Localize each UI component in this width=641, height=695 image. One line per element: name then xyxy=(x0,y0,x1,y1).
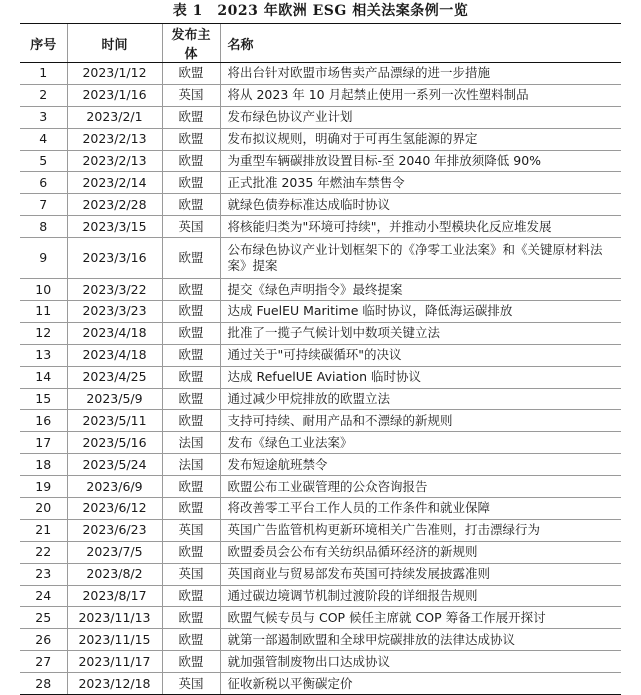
row-name: 提交《绿色声明指令》最终提案 xyxy=(220,279,621,301)
row-date: 2023/4/25 xyxy=(67,366,162,388)
row-name: 就加强管制废物出口达成协议 xyxy=(220,651,621,673)
row-seq: 3 xyxy=(20,106,67,128)
row-date: 2023/2/13 xyxy=(67,150,162,172)
table-row xyxy=(20,279,621,301)
table-row xyxy=(20,344,621,366)
row-seq: 14 xyxy=(20,366,67,388)
table-row xyxy=(20,84,621,106)
row-seq: 17 xyxy=(20,432,67,454)
row-issuer: 欧盟 xyxy=(162,410,220,432)
row-seq: 28 xyxy=(20,673,67,695)
row-issuer: 欧盟 xyxy=(162,388,220,410)
row-seq: 4 xyxy=(20,128,67,150)
table-row xyxy=(20,432,621,454)
row-name: 通过碳边境调节机制过渡阶段的详细报告规则 xyxy=(220,585,621,607)
row-name: 就绿色债券标准达成临时协议 xyxy=(220,194,621,216)
row-name: 公布绿色协议产业计划框架下的《净零工业法案》和《关键原材料法案》提案 xyxy=(220,238,621,279)
row-issuer: 欧盟 xyxy=(162,322,220,344)
table-row xyxy=(20,216,621,238)
row-date: 2023/1/16 xyxy=(67,84,162,106)
row-date: 2023/2/28 xyxy=(67,194,162,216)
row-issuer: 英国 xyxy=(162,673,220,695)
row-date: 2023/11/17 xyxy=(67,651,162,673)
row-issuer: 欧盟 xyxy=(162,476,220,498)
row-date: 2023/12/18 xyxy=(67,673,162,695)
row-date: 2023/3/15 xyxy=(67,216,162,238)
row-issuer: 欧盟 xyxy=(162,194,220,216)
table-row xyxy=(20,541,621,563)
row-seq: 25 xyxy=(20,607,67,629)
table-row xyxy=(20,607,621,629)
table-caption: 表 1 2023 年欧洲 ESG 相关法案条例一览 xyxy=(172,3,469,19)
row-name: 发布短途航班禁令 xyxy=(220,454,621,476)
row-date: 2023/5/24 xyxy=(67,454,162,476)
row-seq: 6 xyxy=(20,172,67,194)
row-date: 2023/4/18 xyxy=(67,344,162,366)
table-row xyxy=(20,150,621,172)
row-date: 2023/2/13 xyxy=(67,128,162,150)
row-seq: 7 xyxy=(20,194,67,216)
row-date: 2023/1/12 xyxy=(67,63,162,85)
row-name: 英国商业与贸易部发布英国可持续发展披露准则 xyxy=(220,563,621,585)
table-row xyxy=(20,366,621,388)
row-date: 2023/6/12 xyxy=(67,498,162,520)
table-row xyxy=(20,410,621,432)
table-row xyxy=(20,194,621,216)
table-row xyxy=(20,476,621,498)
row-seq: 22 xyxy=(20,541,67,563)
row-date: 2023/7/5 xyxy=(67,541,162,563)
row-name: 发布拟议规则，明确对于可再生氢能源的界定 xyxy=(220,128,621,150)
row-issuer: 欧盟 xyxy=(162,238,220,279)
row-seq: 1 xyxy=(20,63,67,85)
table-row xyxy=(20,128,621,150)
row-name: 通过关于"可持续碳循环"的决议 xyxy=(220,344,621,366)
table-row xyxy=(20,454,621,476)
row-seq: 10 xyxy=(20,279,67,301)
row-seq: 13 xyxy=(20,344,67,366)
esg-regulations-table xyxy=(20,23,621,695)
row-name: 将出台针对欧盟市场售卖产品漂绿的进一步措施 xyxy=(220,63,621,85)
row-date: 2023/5/16 xyxy=(67,432,162,454)
row-date: 2023/8/2 xyxy=(67,563,162,585)
row-name: 批准了一揽子气候计划中数项关键立法 xyxy=(220,322,621,344)
row-name: 发布《绿色工业法案》 xyxy=(220,432,621,454)
row-date: 2023/4/18 xyxy=(67,322,162,344)
row-issuer: 欧盟 xyxy=(162,128,220,150)
row-issuer: 欧盟 xyxy=(162,279,220,301)
table-row xyxy=(20,63,621,85)
table-row xyxy=(20,519,621,541)
table-row xyxy=(20,629,621,651)
row-issuer: 欧盟 xyxy=(162,651,220,673)
table-row xyxy=(20,238,621,279)
row-date: 2023/3/22 xyxy=(67,279,162,301)
row-name: 就第一部遏制欧盟和全球甲烷碳排放的法律达成协议 xyxy=(220,629,621,651)
row-seq: 20 xyxy=(20,498,67,520)
row-date: 2023/3/16 xyxy=(67,238,162,279)
row-name: 将从 2023 年 10 月起禁止使用一系列一次性塑料制品 xyxy=(220,84,621,106)
row-issuer: 欧盟 xyxy=(162,150,220,172)
row-date: 2023/5/9 xyxy=(67,388,162,410)
row-name: 欧盟气候专员与 COP 候任主席就 COP 筹备工作展开探讨 xyxy=(220,607,621,629)
row-issuer: 英国 xyxy=(162,84,220,106)
table-row xyxy=(20,585,621,607)
row-name: 将改善零工平台工作人员的工作条件和就业保障 xyxy=(220,498,621,520)
row-seq: 27 xyxy=(20,651,67,673)
row-name: 通过减少甲烷排放的欧盟立法 xyxy=(220,388,621,410)
header-row xyxy=(20,24,621,63)
row-issuer: 欧盟 xyxy=(162,344,220,366)
row-name: 发布绿色协议产业计划 xyxy=(220,106,621,128)
row-seq: 2 xyxy=(20,84,67,106)
table-body xyxy=(20,63,621,695)
table-row xyxy=(20,106,621,128)
row-date: 2023/6/23 xyxy=(67,519,162,541)
row-name: 为重型车辆碳排放设置目标-至 2040 年排放须降低 90% xyxy=(220,150,621,172)
row-seq: 11 xyxy=(20,301,67,323)
row-date: 2023/8/17 xyxy=(67,585,162,607)
row-seq: 9 xyxy=(20,238,67,279)
header-date: 时间 xyxy=(67,24,162,63)
row-name: 达成 FuelEU Maritime 临时协议，降低海运碳排放 xyxy=(220,301,621,323)
row-seq: 19 xyxy=(20,476,67,498)
row-name: 正式批准 2035 年燃油车禁售令 xyxy=(220,172,621,194)
row-date: 2023/11/15 xyxy=(67,629,162,651)
row-issuer: 欧盟 xyxy=(162,607,220,629)
row-issuer: 欧盟 xyxy=(162,541,220,563)
row-date: 2023/5/11 xyxy=(67,410,162,432)
row-name: 欧盟委员会公布有关纺织品循环经济的新规则 xyxy=(220,541,621,563)
row-seq: 8 xyxy=(20,216,67,238)
table-row xyxy=(20,172,621,194)
header-seq: 序号 xyxy=(20,24,67,63)
row-issuer: 英国 xyxy=(162,216,220,238)
row-date: 2023/2/14 xyxy=(67,172,162,194)
row-issuer: 欧盟 xyxy=(162,172,220,194)
row-date: 2023/2/1 xyxy=(67,106,162,128)
row-date: 2023/11/13 xyxy=(67,607,162,629)
row-seq: 16 xyxy=(20,410,67,432)
row-issuer: 欧盟 xyxy=(162,366,220,388)
header-name: 名称 xyxy=(220,24,621,63)
row-seq: 12 xyxy=(20,322,67,344)
row-seq: 18 xyxy=(20,454,67,476)
row-name: 英国广告监管机构更新环境相关广告准则，打击漂绿行为 xyxy=(220,519,621,541)
row-date: 2023/6/9 xyxy=(67,476,162,498)
row-name: 将核能归类为"环境可持续"，并推动小型模块化反应堆发展 xyxy=(220,216,621,238)
row-name: 欧盟公布工业碳管理的公众咨询报告 xyxy=(220,476,621,498)
row-seq: 5 xyxy=(20,150,67,172)
table-row xyxy=(20,301,621,323)
table-row xyxy=(20,388,621,410)
row-name: 征收新税以平衡碳定价 xyxy=(220,673,621,695)
row-seq: 21 xyxy=(20,519,67,541)
row-issuer: 欧盟 xyxy=(162,301,220,323)
row-issuer: 法国 xyxy=(162,432,220,454)
row-issuer: 英国 xyxy=(162,519,220,541)
table-row xyxy=(20,498,621,520)
row-seq: 26 xyxy=(20,629,67,651)
row-name: 达成 RefuelUE Aviation 临时协议 xyxy=(220,366,621,388)
row-issuer: 欧盟 xyxy=(162,106,220,128)
table-header xyxy=(20,24,621,63)
table-row xyxy=(20,563,621,585)
row-seq: 24 xyxy=(20,585,67,607)
row-seq: 23 xyxy=(20,563,67,585)
row-issuer: 欧盟 xyxy=(162,63,220,85)
row-issuer: 英国 xyxy=(162,563,220,585)
row-issuer: 欧盟 xyxy=(162,498,220,520)
row-date: 2023/3/23 xyxy=(67,301,162,323)
table-row xyxy=(20,651,621,673)
table-row xyxy=(20,322,621,344)
row-issuer: 欧盟 xyxy=(162,585,220,607)
row-name: 支持可持续、耐用产品和不漂绿的新规则 xyxy=(220,410,621,432)
table-row xyxy=(20,673,621,695)
header-body: 发布主体 xyxy=(162,24,220,63)
row-seq: 15 xyxy=(20,388,67,410)
row-issuer: 欧盟 xyxy=(162,629,220,651)
row-issuer: 法国 xyxy=(162,454,220,476)
